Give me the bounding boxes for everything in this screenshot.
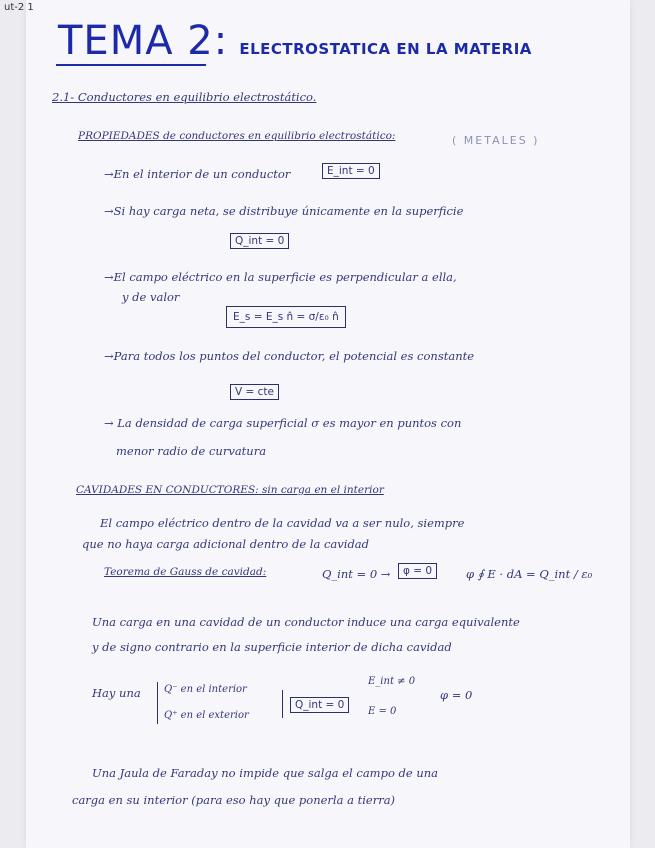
property-5-text2: menor radio de curvatura bbox=[116, 444, 267, 458]
property-2-text: →Si hay carga neta, se distribuye únicamente en la superficie bbox=[104, 204, 464, 218]
q-box: Q_int = 0 bbox=[290, 697, 349, 713]
property-1-formula: E_int = 0 bbox=[322, 163, 380, 179]
section-heading: 2.1- Conductores en equilibrio electrostático. bbox=[52, 90, 317, 104]
q-outer: Q⁺ en el exterior bbox=[164, 710, 249, 721]
faraday-line-1: Una Jaula de Faraday no impide que salga el campo de una bbox=[92, 766, 439, 780]
property-3-text: →El campo eléctrico en la superficie es perpendicular a ella, bbox=[104, 270, 457, 284]
cavities-heading: CAVIDADES EN CONDUCTORES: sin carga en el interior bbox=[76, 484, 384, 496]
property-4-formula: V = cte bbox=[230, 384, 279, 400]
property-5-text: → La densidad de carga superficial σ es mayor en puntos con bbox=[104, 416, 462, 430]
gauss-label: Teorema de Gauss de cavidad: bbox=[104, 566, 267, 578]
corner-note: ut-2 1 bbox=[4, 2, 34, 13]
properties-heading: PROPIEDADES de conductores en equilibrio electrostático: bbox=[78, 130, 396, 142]
property-3-formula: E_s = E_s n̂ = σ/ε₀ n̂ bbox=[226, 306, 346, 328]
page-title bbox=[58, 18, 532, 64]
property-4-text: →Para todos los puntos del conductor, el potencial es constante bbox=[104, 349, 475, 363]
property-1-text: →En el interior de un conductor bbox=[104, 167, 291, 181]
induce-line-2: y de signo contrario en la superficie interior de dicha cavidad bbox=[92, 640, 452, 654]
title-underline bbox=[56, 64, 206, 66]
faraday-line-2: carga en su interior (para eso hay que ponerla a tierra) bbox=[72, 793, 396, 807]
cavities-line-2: que no haya carga adicional dentro de la cavidad bbox=[82, 537, 370, 551]
induce-line-1: Una carga en una cavidad de un conductor induce una carga equivalente bbox=[92, 615, 520, 629]
title-main: TEMA 2: bbox=[58, 18, 229, 64]
e-zero: E = 0 bbox=[368, 706, 397, 717]
title-subtitle: ELECTROSTATICA EN LA MATERIA bbox=[239, 40, 532, 58]
gauss-rhs: φ ∮ E · dA = Q_int / ε₀ bbox=[466, 567, 593, 581]
property-3-text2: y de valor bbox=[122, 290, 180, 304]
cavities-line-1: El campo eléctrico dentro de la cavidad va a ser nulo, siempre bbox=[100, 516, 465, 530]
hay-una-label: Hay una bbox=[92, 686, 141, 700]
gauss-equation: Q_int = 0 → bbox=[322, 567, 391, 581]
properties-side-note: ( METALES ) bbox=[452, 134, 540, 147]
brace-2 bbox=[282, 690, 283, 718]
q-inner: Q⁻ en el interior bbox=[164, 684, 247, 695]
property-2-formula: Q_int = 0 bbox=[230, 233, 289, 249]
brace bbox=[157, 682, 158, 724]
phi-zero: φ = 0 bbox=[440, 688, 473, 702]
gauss-box: φ = 0 bbox=[398, 563, 437, 579]
e-nonzero: E_int ≠ 0 bbox=[368, 676, 416, 687]
